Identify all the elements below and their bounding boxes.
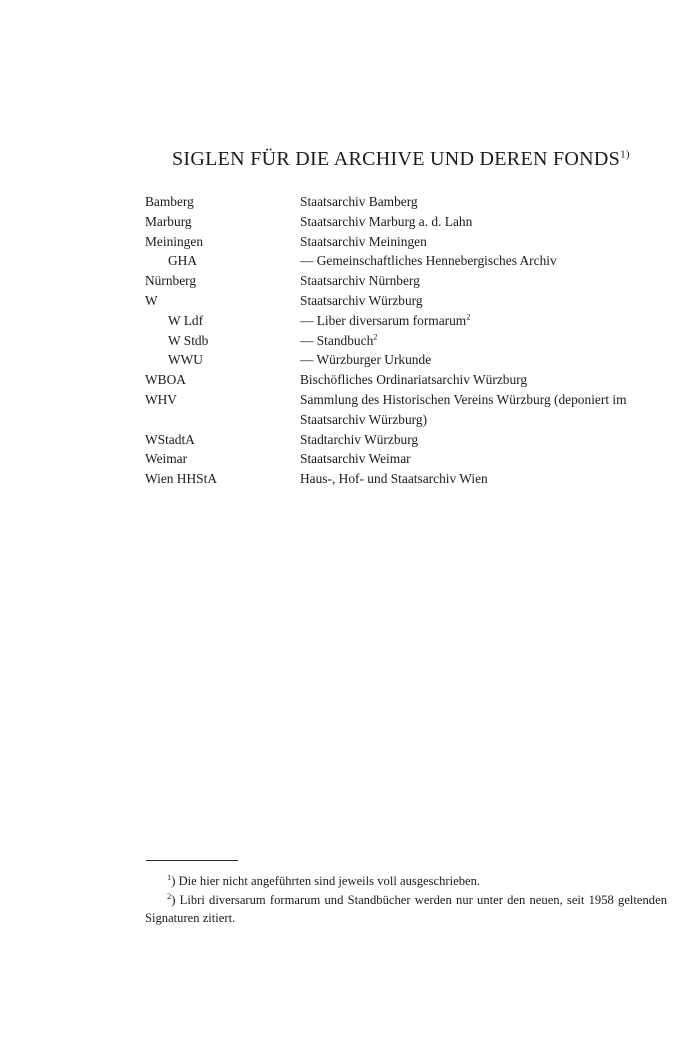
- abbreviation-key: WBOA: [145, 372, 186, 388]
- footnote-ref: 2: [373, 331, 378, 342]
- abbreviation-key: WWU: [168, 352, 203, 368]
- page-title: [172, 148, 672, 171]
- abbreviation-row-bamberg: [145, 192, 675, 212]
- abbreviation-key: Meiningen: [145, 233, 204, 249]
- abbreviation-value-text: — Standbuch: [300, 332, 374, 348]
- abbreviation-row-marburg: [145, 212, 675, 232]
- abbreviation-row-meiningen: [145, 232, 675, 252]
- abbreviation-value: Staatsarchiv Marburg a. d. Lahn: [300, 213, 473, 229]
- abbreviation-value: — Würzburger Urkunde: [300, 352, 432, 368]
- abbreviation-value: Bischöfliches Ordinariatsarchiv Würzburg: [300, 372, 528, 388]
- abbreviation-key: W Ldf: [168, 312, 204, 328]
- abbreviation-row-wstadta: [145, 430, 675, 450]
- abbreviation-key: Bamberg: [145, 194, 194, 209]
- abbreviation-value: [300, 311, 675, 331]
- abbreviation-key: WStadtA: [145, 431, 195, 447]
- footnote-text: ) Libri diversarum formarum und Standbücher werden nur unter den neuen, seit 1958 geltenden Signaturen zitiert.: [145, 892, 667, 926]
- footnote-text: ) Die hier nicht angeführten sind jeweils voll ausgeschrieben.: [171, 874, 481, 888]
- abbreviation-key: W: [145, 292, 158, 308]
- footnote-marker: 1: [167, 871, 172, 882]
- abbreviation-key: Wien HHStA: [145, 471, 217, 487]
- footnote-marker: 2: [167, 890, 172, 901]
- footnotes: [145, 872, 667, 928]
- abbreviation-row-weimar: [145, 449, 675, 469]
- abbreviation-value-text: — Liber diversarum formarum: [300, 312, 467, 328]
- abbreviation-key: WHV: [145, 391, 177, 407]
- abbreviation-value: Stadtarchiv Würzburg: [300, 431, 419, 447]
- footnote-1: [145, 872, 667, 891]
- abbreviation-key: Weimar: [145, 451, 188, 467]
- page-title-text: SIGLEN FÜR DIE ARCHIVE UND DEREN FONDS: [172, 148, 621, 170]
- abbreviation-row-wien-hhsta: [145, 469, 675, 489]
- footnote-ref: 2: [466, 311, 471, 322]
- abbreviation-key: W Stdb: [168, 332, 209, 348]
- abbreviation-value: Staatsarchiv Weimar: [300, 451, 411, 467]
- abbreviation-key: Nürnberg: [145, 273, 197, 289]
- footnote-divider: [146, 860, 238, 861]
- abbreviation-value: Sammlung des Historischen Vereins Würzburg (deponiert im Staatsarchiv Würzburg): [300, 391, 627, 427]
- abbreviation-value: Staatsarchiv Nürnberg: [300, 273, 420, 289]
- abbreviation-value: Staatsarchiv Meiningen: [300, 233, 427, 249]
- abbreviation-value: — Gemeinschaftliches Hennebergisches Archiv: [300, 253, 557, 269]
- footnote-2: [145, 891, 667, 928]
- title-footnote-ref: 1): [620, 148, 630, 161]
- abbreviation-row-nuernberg: [145, 271, 675, 291]
- abbreviation-row-whv: [145, 390, 675, 430]
- abbreviation-row-wboa: [145, 370, 675, 390]
- abbreviation-row-w-ldf: [145, 311, 675, 331]
- abbreviation-value: [300, 331, 675, 351]
- abbreviation-value: Haus-, Hof- und Staatsarchiv Wien: [300, 471, 488, 487]
- abbreviation-row-wwu: [145, 350, 675, 370]
- abbreviation-value: Staatsarchiv Bamberg: [300, 194, 418, 209]
- abbreviation-row-gha: [145, 251, 675, 271]
- abbreviation-value: Staatsarchiv Würzburg: [300, 292, 423, 308]
- abbreviation-row-w: [145, 291, 675, 311]
- abbreviation-key: GHA: [168, 253, 198, 269]
- abbreviation-row-w-stdb: [145, 331, 675, 351]
- abbreviation-key: Marburg: [145, 213, 192, 229]
- abbreviation-list: [145, 192, 675, 489]
